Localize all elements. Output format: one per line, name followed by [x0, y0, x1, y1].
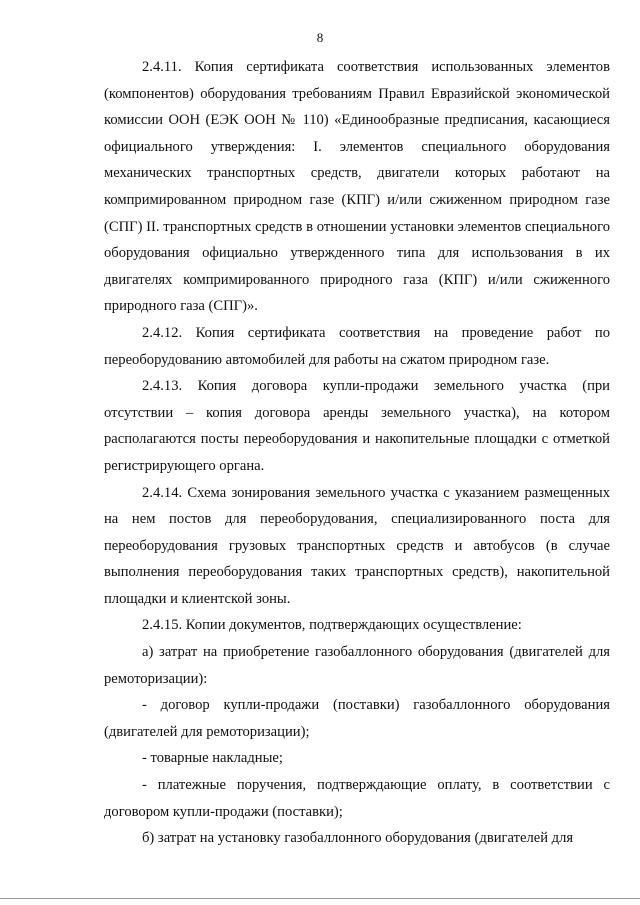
page-bottom-rule: [0, 898, 640, 899]
document-body: [104, 54, 610, 852]
paragraph-2-4-12: 2.4.12. Копия сертификата соответствия на проведение работ по переоборудованию автомобилей для работы на сжатом природном газе.: [104, 324, 610, 368]
paragraph-2-4-15: 2.4.15. Копии документов, подтверждающих осуществление:: [142, 617, 522, 634]
list-subitem-payment-orders: - платежные поручения, подтверждающие оплату, в соответствии с договором купли-продажи (поставки);: [104, 777, 610, 820]
list-subitem-invoices: - товарные накладные;: [142, 750, 283, 767]
page-number: 8: [316, 30, 324, 45]
paragraph-2-4-14: 2.4.14. Схема зонирования земельного участка с указанием размещенных на нем постов для переоборудования, специализированного поста для переоборудования грузовых транспортных средств и автобусов (в случае выполнения переоборудования таких транспортных средств), накопительной площадки и клиентской зоны.: [104, 484, 610, 607]
list-item-b: б) затрат на установку газобаллонного оборудования (двигателей для: [142, 830, 574, 847]
list-item-a: а) затрат на приобретение газобаллонного оборудования (двигателей для ремоторизации):: [104, 644, 610, 687]
paragraph-2-4-13: 2.4.13. Копия договора купли-продажи земельного участка (при отсутствии – копия договора аренды земельного участка), на котором располагаются посты переоборудования и накопительные площадки с отметкой регистрирующего органа.: [104, 378, 610, 474]
paragraph-2-4-11: 2.4.11. Копия сертификата соответствия использованных элементов (компонентов) оборудования требованиям Правил Евразийской экономической комиссии ООН (ЕЭК ООН № 110) «Единообразные предписания, касающиеся официального утверждения: I. элементов специального оборудования механических транспортных средств, двигатели которых работают на компримированном природном газе (КПГ) и/или сжиженном природном газе (СПГ) II. транспортных средств в отношении установки элементов специального оборудования официально утвержденного типа для использования в их двигателях компримированного природного газа (КПГ) и/или сжиженного природного газа (СПГ)».: [104, 59, 610, 315]
list-subitem-contract: - договор купли-продажи (поставки) газобаллонного оборудования (двигателей для ремоторизации);: [104, 697, 610, 740]
